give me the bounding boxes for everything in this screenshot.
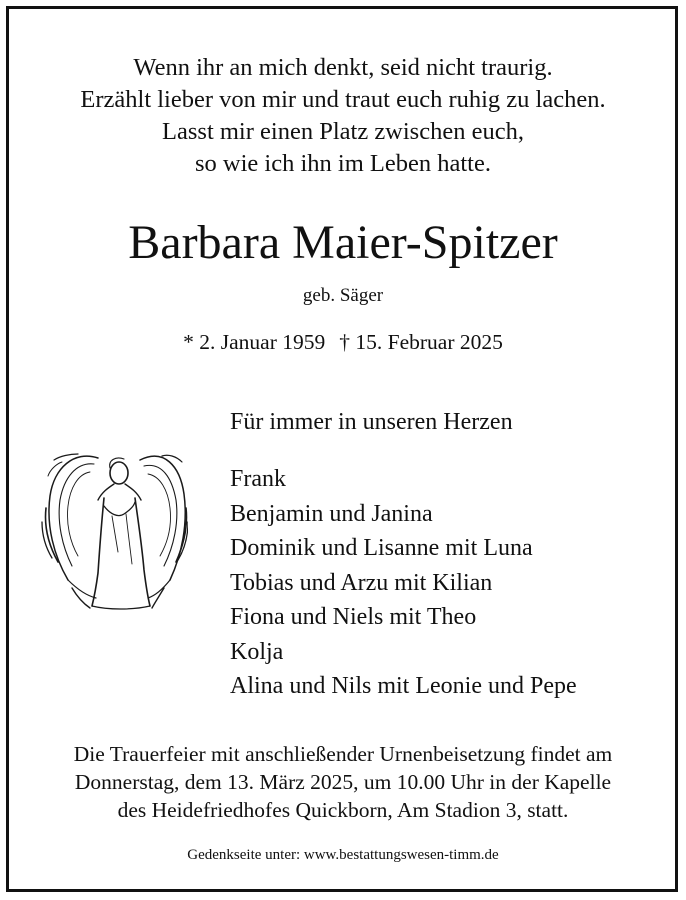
- service-info: [0, 740, 686, 824]
- poem: [0, 52, 686, 180]
- list-item: Frank: [230, 466, 286, 492]
- poem-line: Wenn ihr an mich denkt, seid nicht traurig.: [133, 54, 553, 81]
- service-line: des Heidefriedhofes Quickborn, Am Stadion 3, statt.: [117, 798, 569, 822]
- list-item: Benjamin und Janina: [230, 500, 433, 527]
- death-date: † 15. Februar 2025: [339, 330, 503, 354]
- poem-line: so wie ich ihn im Leben hatte.: [195, 150, 491, 177]
- poem-line: Erzählt lieber von mir und traut euch ruhig zu lachen.: [80, 86, 606, 113]
- service-line: Die Trauerfeier mit anschließender Urnenbeisetzung findet am: [73, 742, 613, 766]
- list-item: Dominik und Lisanne mit Luna: [230, 535, 533, 561]
- angel-icon: [38, 448, 188, 614]
- maiden-name: geb. Säger: [302, 285, 384, 306]
- list-item: Alina und Nils mit Leonie und Pepe: [230, 673, 577, 699]
- birth-date: * 2. Januar 1959: [183, 330, 326, 354]
- poem-line: Lasst mir einen Platz zwischen euch,: [162, 118, 524, 145]
- motto: Für immer in unseren Herzen: [230, 409, 513, 435]
- list-item: Kolja: [230, 638, 284, 665]
- life-dates: [0, 328, 686, 356]
- list-item: Fiona und Niels mit Theo: [230, 604, 477, 630]
- service-line: Donnerstag, dem 13. März 2025, um 10.00 Uhr in der Kapelle: [74, 770, 612, 794]
- memorial-website: Gedenkseite unter: www.bestattungswesen-timm.de: [187, 847, 499, 863]
- mourner-list: [230, 462, 577, 704]
- deceased-name: Barbara Maier-Spitzer: [128, 216, 558, 269]
- list-item: Tobias und Arzu mit Kilian: [230, 569, 493, 596]
